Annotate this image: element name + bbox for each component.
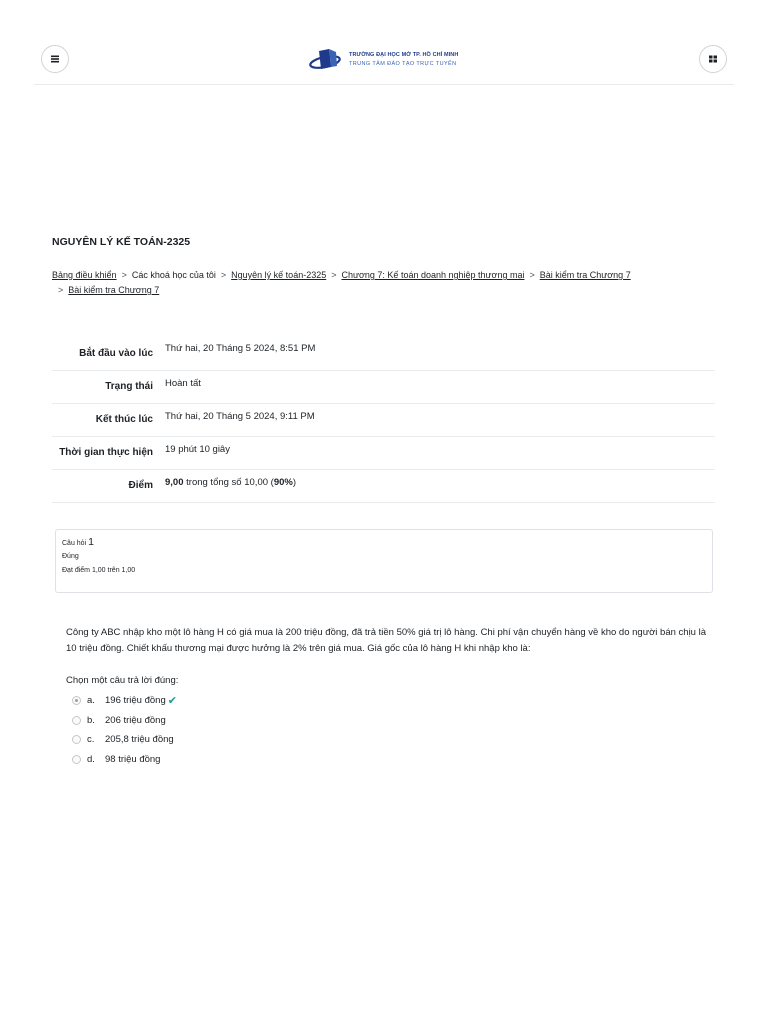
question-number (62, 536, 712, 550)
breadcrumb-separator: > (58, 285, 64, 295)
grade-score: 9,00 (165, 477, 184, 488)
breadcrumb-separator: > (529, 270, 535, 280)
breadcrumb-separator: > (220, 270, 227, 280)
state-label: Trạng thái (105, 381, 153, 392)
university-logo-icon (309, 47, 343, 73)
logo-line-1: TRƯỜNG ĐẠI HỌC MỞ TP. HỒ CHÍ MINH (349, 52, 459, 58)
checkmark-icon: ✔ (167, 695, 177, 708)
radio-button[interactable] (72, 735, 81, 744)
summary-row-time-taken (52, 437, 715, 470)
grade-percent: 90% (273, 477, 293, 488)
answer-list (72, 691, 177, 769)
time-taken-label: Thời gian thực hiện (59, 447, 153, 458)
answer-text: 98 triệu đồng (105, 753, 161, 765)
breadcrumb-quiz[interactable]: Bài kiểm tra Chương 7 (539, 270, 631, 280)
started-label: Bắt đầu vào lúc (79, 348, 153, 359)
question-text: Công ty ABC nhập kho một lô hàng H có giá mua là 200 triệu đồng, đã trả tiền 50% giá trị lô hàng. Chi phí vận chuyển hàng về kho do người bán chịu là 10 triệu đồng. Chiết khấu thương mại được hưởng là 2% trên giá mua. Giá gốc của lô hàng H khi nhập kho là: (66, 627, 706, 654)
top-navbar (34, 38, 734, 85)
breadcrumb-separator: > (121, 270, 127, 280)
breadcrumb-chapter[interactable]: Chương 7: Kế toán doanh nghiệp thương mại (341, 270, 525, 280)
answer-option-b[interactable] (72, 711, 177, 731)
grade-total: trong tổng số 10,00 ( (183, 477, 274, 488)
answer-option-a[interactable] (72, 691, 177, 711)
apps-button[interactable] (699, 45, 727, 73)
radio-button[interactable] (72, 716, 81, 725)
started-value: Thứ hai, 20 Tháng 5 2024, 8:51 PM (165, 343, 316, 354)
answer-text: 196 triệu đồng (105, 695, 166, 707)
logo-line-2: TRUNG TÂM ĐÀO TẠO TRỰC TUYẾN (349, 61, 457, 67)
summary-row-state (52, 371, 715, 404)
grade-close: ) (292, 477, 296, 488)
grade-value (165, 470, 715, 503)
radio-button[interactable] (72, 755, 81, 764)
answer-option-d[interactable] (72, 750, 177, 770)
answer-letter: c. (87, 734, 95, 746)
site-logo[interactable] (309, 44, 458, 76)
grid-icon (708, 54, 718, 64)
breadcrumb (52, 268, 712, 298)
summary-row-grade (52, 470, 715, 503)
completed-label: Kết thúc lúc (95, 414, 153, 425)
question-label: Câu hỏi (62, 540, 87, 547)
summary-row-started (52, 334, 715, 371)
answer-letter: a. (87, 695, 95, 707)
menu-button[interactable] (41, 45, 69, 73)
answer-text: 205,8 triệu đồng (105, 734, 174, 746)
breadcrumb-separator: > (331, 270, 337, 280)
summary-row-completed (52, 404, 715, 437)
logo-text (349, 51, 458, 69)
breadcrumb-my-courses: Các khoá học của tôi (131, 270, 216, 280)
state-value: Hoàn tất (165, 378, 201, 389)
grade-label: Điểm (128, 480, 153, 491)
answer-letter: d. (87, 753, 95, 765)
time-taken-value: 19 phút 10 giây (165, 444, 230, 455)
hamburger-icon (50, 54, 60, 64)
radio-button-selected[interactable] (72, 696, 81, 705)
course-title: NGUYÊN LÝ KẾ TOÁN-2325 (52, 236, 191, 248)
answer-prompt: Chọn một câu trả lời đúng: (66, 675, 179, 686)
question-mark: Đạt điểm 1,00 trên 1,00 (62, 567, 136, 574)
attempt-summary-table (52, 334, 715, 503)
breadcrumb-course[interactable]: Nguyên lý kế toán-2325 (231, 270, 327, 280)
breadcrumb-dashboard[interactable]: Bảng điều khiển (52, 270, 117, 280)
breadcrumb-quiz-attempt[interactable]: Bài kiểm tra Chương 7 (68, 285, 160, 295)
answer-letter: b. (87, 714, 95, 726)
question-info-box (55, 529, 713, 593)
completed-value: Thứ hai, 20 Tháng 5 2024, 9:11 PM (165, 411, 315, 422)
question-number-value: 1 (88, 536, 94, 548)
question-state: Đúng (62, 553, 79, 560)
answer-option-c[interactable] (72, 730, 177, 750)
answer-text: 206 triệu đồng (105, 714, 166, 726)
